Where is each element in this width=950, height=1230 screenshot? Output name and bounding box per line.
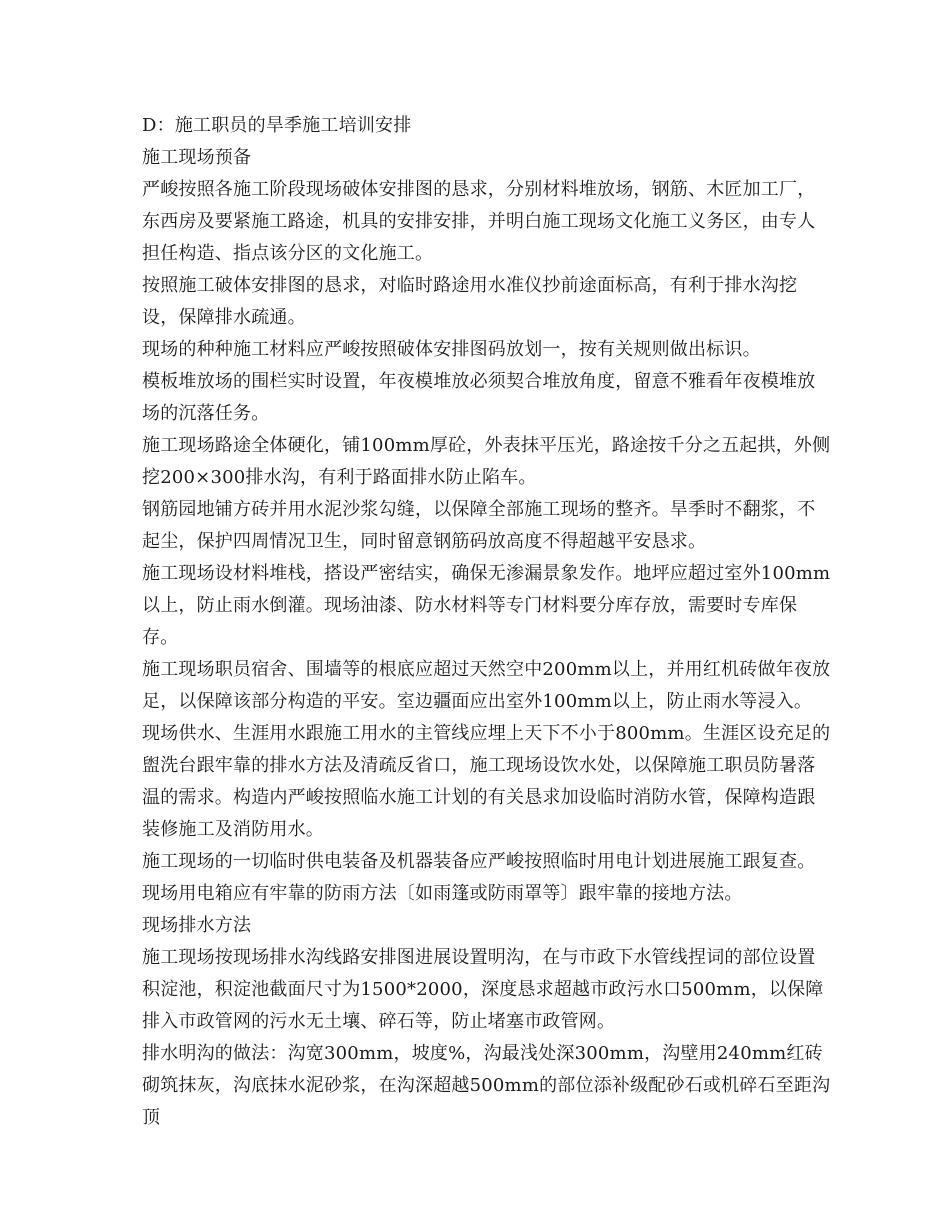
body-paragraph: 严峻按照各施工阶段现场破体安排图的恳求，分别材料堆放场，钢筋、木匠加工厂，东西房及要紧施工路途，机具的安排安排，并明白施工现场文化施工义务区，由专人担任构造、指点该分区的文化施工。 (142, 179, 816, 264)
body-paragraph: 模板堆放场的围栏实时设置，年夜模堆放必须契合堆放角度，留意不雅看年夜模堆放场的沉落任务。 (142, 371, 816, 424)
body-paragraph: 施工现场路途全体硬化，铺100mm厚砼，外表抹平压光，路途按千分之五起拱，外侧挖200×300排水沟，有利于路面排水防止陷车。 (142, 435, 831, 488)
section-heading: 施工现场预备 (142, 147, 252, 168)
document-body (142, 110, 832, 1134)
body-paragraph: 现场用电箱应有牢靠的防雨方法〔如雨篷或防雨罩等〕跟牢靠的接地方法。 (142, 883, 743, 904)
section-heading: 现场排水方法 (142, 915, 252, 936)
section-heading: D：施工职员的旱季施工培训安排 (142, 115, 412, 136)
body-paragraph: 施工现场按现场排水沟线路安排图进展设置明沟，在与市政下水管线捏词的部位设置积淀池，积淀池截面尺寸为1500*2000，深度恳求超越市政污水口500mm，以保障排入市政管网的污水无土壤、碎石等，防止堵塞市政管网。 (142, 947, 824, 1032)
body-paragraph: 按照施工破体安排图的恳求，对临时路途用水准仪抄前途面标高，有利于排水沟挖设，保障排水疏通。 (142, 275, 798, 328)
body-paragraph: 现场的种种施工材料应严峻按照破体安排图码放划一，按有关规则做出标识。 (142, 339, 761, 360)
body-paragraph: 施工现场的一切临时供电装备及机器装备应严峻按照临时用电计划进展施工跟复查。 (142, 851, 816, 872)
body-paragraph: 排水明沟的做法：沟宽300mm，坡度%，沟最浅处深300mm，沟壁用240mm红砖砌筑抹灰，沟底抹水泥砂浆，在沟深超越500mm的部位添补级配砂石或机碎石至距沟顶 (142, 1043, 831, 1128)
body-paragraph: 施工现场职员宿舍、围墙等的根底应超过天然空中200mm以上，并用红机砖做年夜放足，以保障该部分构造的平安。室边疆面应出室外100mm以上，防止雨水等浸入。 (142, 659, 831, 712)
body-paragraph: 现场供水、生涯用水跟施工用水的主管线应埋上天下不小于800mm。生涯区设充足的盥洗台跟牢靠的排水方法及清疏反省口，施工现场设饮水处，以保障施工职员防暑落温的需求。构造内严峻按照临水施工计划的有关恳求加设临时消防水管，保障构造跟装修施工及消防用水。 (142, 723, 831, 840)
body-paragraph: 施工现场设材料堆栈，搭设严密结实，确保无渗漏景象发作。地坪应超过室外100mm以上，防止雨水倒灌。现场油漆、防水材料等专门材料要分库存放，需要时专库保存。 (142, 563, 831, 648)
body-paragraph: 钢筋园地铺方砖并用水泥沙浆勾缝，以保障全部施工现场的整齐。旱季时不翻浆，不起尘，保护四周情况卫生，同时留意钢筋码放高度不得超越平安恳求。 (142, 499, 816, 552)
